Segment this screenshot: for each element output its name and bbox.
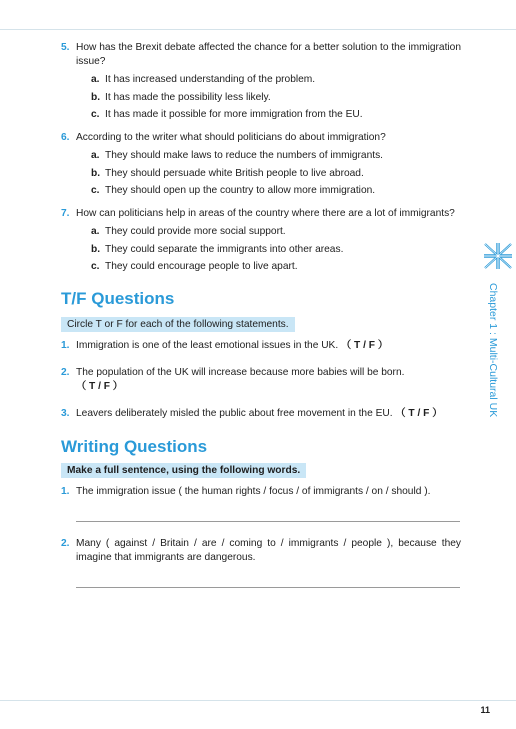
chapter-side-tab	[484, 243, 512, 269]
item-number: 1.	[61, 340, 70, 351]
tf-statement: Immigration is one of the least emotional issues in the UK.	[76, 340, 339, 351]
writing-item-1	[61, 485, 461, 499]
option-b	[76, 167, 461, 181]
option-text: They could encourage people to live apart.	[105, 261, 298, 272]
option-a	[76, 73, 461, 87]
page-content	[61, 41, 461, 588]
tf-item-1	[61, 339, 461, 353]
writing-instruction-banner: Make a full sentence, using the following words.	[61, 463, 306, 478]
option-a	[76, 149, 461, 163]
option-text: They could separate the immigrants into other areas.	[105, 243, 344, 255]
tf-statement: Leavers deliberately misled the public about free movement in the EU.	[76, 408, 393, 419]
mc-question-6	[61, 131, 461, 198]
option-letter: b.	[91, 167, 101, 179]
question-number: 7.	[61, 208, 70, 219]
tf-section-title: T/F Questions	[61, 289, 175, 308]
question-stem: According to the writer what should politicians do about immigration?	[76, 132, 386, 143]
option-text: They could provide more social support.	[105, 226, 286, 237]
page-number: 11	[480, 705, 490, 715]
options-list	[76, 73, 461, 122]
option-letter: c.	[91, 109, 100, 120]
options-list	[76, 149, 461, 198]
answer-line-2[interactable]	[76, 587, 460, 588]
option-letter: a.	[91, 74, 100, 85]
writing-prompt: The immigration issue ( the human rights / focus / of immigrants / on / should ).	[76, 486, 431, 497]
option-letter: c.	[91, 185, 100, 196]
question-stem: How has the Brexit debate affected the chance for a better solution to the immigration issue?	[76, 42, 461, 67]
question-number: 6.	[61, 132, 70, 143]
option-text: They should make laws to reduce the numbers of immigrants.	[105, 150, 384, 161]
writing-section-title: Writing Questions	[61, 437, 208, 456]
option-letter: c.	[91, 261, 100, 272]
option-b	[76, 91, 461, 105]
union-jack-icon	[484, 243, 512, 269]
option-letter: b.	[91, 243, 101, 255]
option-letter: a.	[91, 150, 100, 161]
tf-choice[interactable]: （ T / F ）	[76, 381, 123, 392]
question-stem: How can politicians help in areas of the country where there are a lot of immigrants?	[76, 208, 455, 219]
tf-item-2	[61, 366, 461, 394]
item-number: 3.	[61, 408, 70, 419]
item-number: 2.	[61, 367, 70, 378]
option-c	[76, 260, 461, 274]
option-c	[76, 108, 461, 122]
item-number: 2.	[61, 538, 70, 549]
option-letter: a.	[91, 226, 100, 237]
mc-question-5	[61, 41, 461, 122]
option-text: It has made it possible for more immigration from the EU.	[105, 109, 363, 120]
tf-choice[interactable]: （ T / F ）	[395, 408, 443, 419]
option-text: It has increased understanding of the problem.	[105, 74, 316, 85]
chapter-label: Chapter 1 : Multi-Cultural UK	[487, 283, 499, 418]
option-b	[76, 243, 461, 257]
tf-statement: The population of the UK will increase because more babies will be born.	[76, 367, 405, 378]
bottom-rule	[0, 700, 516, 701]
option-letter: b.	[91, 91, 101, 103]
tf-item-3	[61, 407, 461, 421]
top-rule	[0, 29, 516, 30]
option-text: They should open up the country to allow more immigration.	[105, 185, 376, 196]
option-a	[76, 225, 461, 239]
tf-instruction-banner: Circle T or F for each of the following statements.	[61, 317, 295, 332]
answer-line-1[interactable]	[76, 521, 460, 522]
option-c	[76, 184, 461, 198]
option-text: They should persuade white British people to live abroad.	[105, 167, 364, 179]
question-number: 5.	[61, 42, 70, 53]
option-text: It has made the possibility less likely.	[105, 91, 271, 103]
item-number: 1.	[61, 486, 70, 497]
writing-prompt: Many ( against / Britain / are / coming to / immigrants / people ), because they imagine that immigrants are dangerous.	[76, 538, 461, 563]
options-list	[76, 225, 461, 274]
tf-choice[interactable]: （ T / F ）	[341, 340, 389, 351]
writing-item-2	[61, 537, 461, 565]
mc-question-7	[61, 207, 461, 274]
